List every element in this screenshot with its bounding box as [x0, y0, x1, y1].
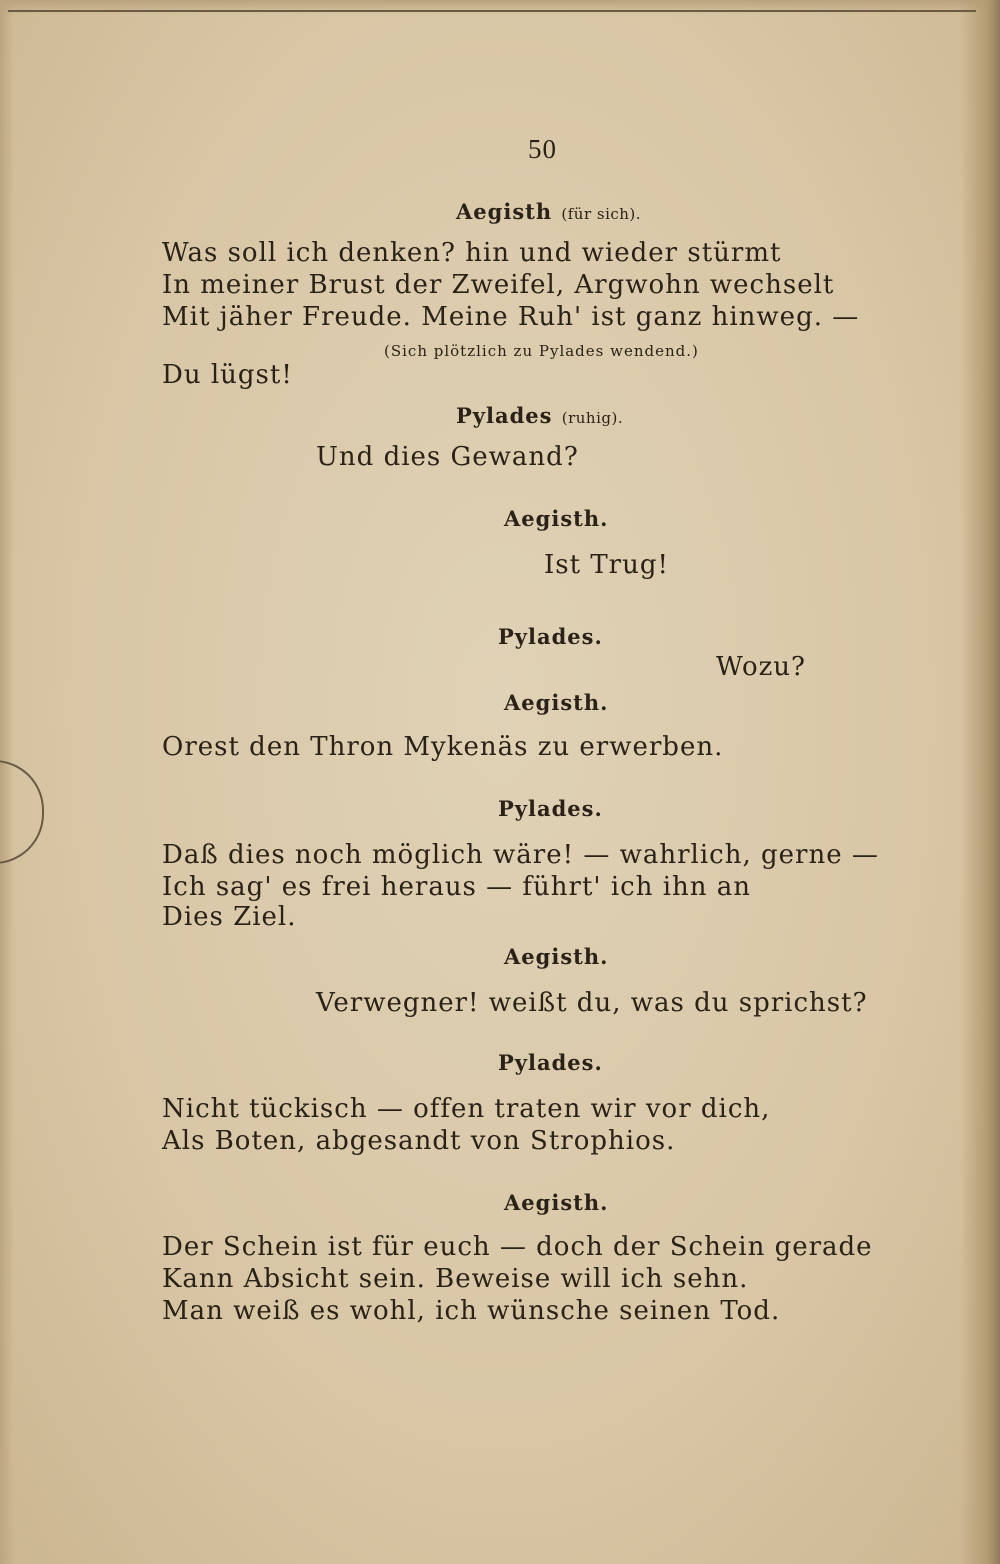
speaker-name: Pylades.: [498, 624, 603, 649]
verse-line: Ich sag' es frei heraus — führt' ich ihn an: [162, 872, 752, 902]
speaker-name: Aegisth.: [504, 1190, 609, 1215]
speaker-name: Aegisth.: [504, 690, 609, 715]
top-rule: [8, 10, 976, 12]
stage-direction: (Sich plötzlich zu Pylades wendend.): [384, 342, 699, 360]
speaker-heading: [456, 196, 641, 226]
speaker-direction: (ruhig).: [561, 409, 624, 427]
speaker-name: Pylades.: [498, 796, 603, 821]
speaker-direction: (für sich).: [561, 205, 642, 223]
verse-line: Man weiß es wohl, ich wünsche seinen Tod.: [162, 1296, 781, 1326]
speaker-name: Aegisth.: [504, 506, 609, 531]
speaker-name: Aegisth: [456, 199, 553, 224]
page-number: 50: [528, 134, 557, 164]
verse-line: Daß dies noch möglich wäre! — wahrlich, gerne —: [162, 840, 879, 870]
verse-line: In meiner Brust der Zweifel, Argwohn wechselt: [162, 270, 835, 300]
verse-line: Kann Absicht sein. Beweise will ich sehn.: [162, 1264, 749, 1294]
speaker-name: Pylades: [456, 403, 553, 428]
speaker-name: Aegisth.: [504, 944, 609, 969]
verse-line: Orest den Thron Mykenäs zu erwerben.: [162, 732, 724, 762]
verse-line: Nicht tückisch — offen traten wir vor dich,: [162, 1094, 771, 1124]
verse-line: Als Boten, abgesandt von Strophios.: [162, 1126, 676, 1156]
verse-line: Und dies Gewand?: [316, 442, 579, 472]
page-edge-right: [960, 0, 1000, 1564]
speaker-heading: [456, 400, 623, 430]
binding-clip-mark: [0, 760, 44, 864]
verse-line: Du lügst!: [162, 360, 293, 390]
verse-line: Verwegner! weißt du, was du sprichst?: [316, 988, 868, 1018]
verse-line: Dies Ziel.: [162, 902, 297, 932]
verse-line: Was soll ich denken? hin und wieder stürmt: [162, 238, 782, 268]
speaker-name: Pylades.: [498, 1050, 603, 1075]
verse-line: Wozu?: [716, 652, 806, 682]
verse-line: Mit jäher Freude. Meine Ruh' ist ganz hinweg. —: [162, 302, 860, 332]
verse-line: Der Schein ist für euch — doch der Schein gerade: [162, 1232, 873, 1262]
verse-line: Ist Trug!: [544, 550, 669, 580]
